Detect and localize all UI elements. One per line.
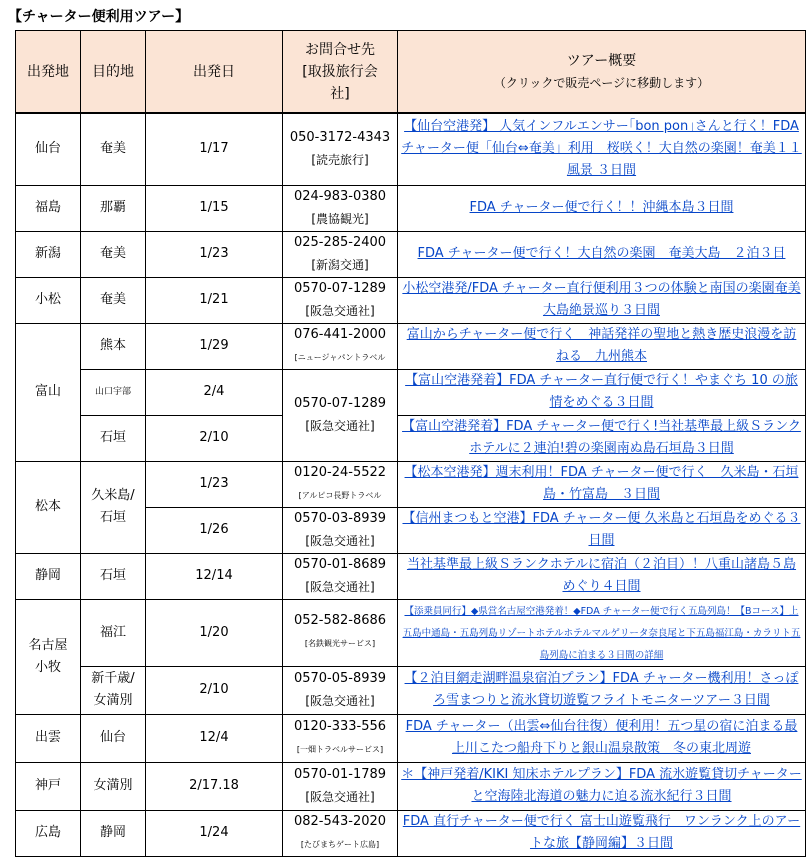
destination-cell: 石垣 [81,553,146,599]
tour-summary-cell [398,599,806,666]
tour-link[interactable]: FDA チャーター便で行く！大自然の楽園 奄美大島 ２泊３日 [417,246,786,261]
date-cell: 1/23 [146,231,283,277]
table-row [16,277,806,323]
tour-summary-cell [398,231,806,277]
contact-cell [283,762,398,810]
origin-cell: 広島 [16,810,81,856]
header-contact-line1: お問合せ先 [305,41,375,58]
origin-cell: 仙台 [16,113,81,185]
agency-name: [新潟交通] [311,257,369,272]
header-summary [398,31,806,114]
date-cell: 1/20 [146,599,283,666]
date-cell: 1/29 [146,323,283,369]
destination-line1: 新千歳/ [91,671,135,686]
origin-cell: 小松 [16,277,81,323]
phone-number: 0570-01-1789 [293,766,387,782]
table-row [16,113,806,185]
origin-cell [16,599,81,714]
date-cell: 2/17.18 [146,762,283,810]
tour-summary-cell [398,762,806,810]
destination-line2: 石垣 [99,510,126,525]
contact-cell [283,185,398,231]
contact-cell [283,507,398,553]
table-row [16,185,806,231]
destination-cell: 静岡 [81,810,146,856]
contact-cell [283,810,398,856]
destination-line2: 女満別 [93,693,133,708]
destination-cell: 熊本 [81,323,146,369]
table-row [16,323,806,369]
date-cell: 12/14 [146,553,283,599]
table-row [16,599,806,666]
phone-number: 0570-05-8939 [293,670,387,686]
header-origin: 出発地 [16,31,81,114]
date-cell: 12/4 [146,714,283,762]
destination-cell: 奄美 [81,277,146,323]
tour-link[interactable]: FDA チャーター（出雲⇔仙台往復）便利用！五つ星の宿に泊まる最上川こたつ船舟下りと銀山温泉散策 冬の東北周遊 [405,719,798,756]
contact-cell [283,599,398,666]
agency-name: [ニュージャパントラベル [294,352,386,362]
charter-tour-table [15,30,806,857]
agency-name: [一畑トラベルサービス] [296,744,384,754]
phone-number: 0120-333-556 [293,718,387,734]
tour-link[interactable]: 【富山空港発着】FDA チャーター直行便で行く！やまぐち 10 の旅情をめぐる３日間 [405,373,798,410]
tour-link[interactable]: FDA チャーター便で行く！！沖縄本島３日間 [469,200,734,215]
tour-summary-cell [398,369,806,415]
phone-number: 076-441-2000 [293,326,387,342]
contact-cell [283,461,398,507]
destination-line1: 久米島/ [91,488,135,503]
tour-summary-cell [398,277,806,323]
contact-cell [283,323,398,369]
destination-cell: 女満別 [81,762,146,810]
phone-number: 025-285-2400 [293,234,387,250]
date-cell: 1/15 [146,185,283,231]
phone-number: 052-582-8686 [293,613,387,628]
contact-cell [283,113,398,185]
tour-summary-cell [398,714,806,762]
destination-cell: 仙台 [81,714,146,762]
phone-number: 0570-07-1289 [293,280,387,296]
origin-line2: 小牧 [34,659,61,675]
tour-summary-cell [398,553,806,599]
agency-name: [アルピコ長野トラベル [298,490,382,500]
destination-cell [81,461,146,553]
agency-name: [阪急交通社] [305,418,375,433]
contact-cell [283,714,398,762]
phone-number: 050-3172-4343 [289,129,391,145]
tour-summary-cell [398,666,806,714]
destination-cell: 奄美 [81,231,146,277]
table-row [16,666,806,714]
tour-summary-cell [398,810,806,856]
agency-name: [阪急交通社] [305,789,375,804]
tour-summary-cell [398,415,806,461]
destination-cell: 福江 [81,599,146,666]
header-contact-line3: 社] [330,85,350,102]
tour-link[interactable]: 【２泊目網走湖畔温泉宿泊プラン】FDA チャーター機利用！さっぽろ雪まつりと流氷貸切遊覧フライトモニターツアー３日間 [404,671,799,708]
origin-cell: 出雲 [16,714,81,762]
table-row [16,553,806,599]
table-row [16,714,806,762]
destination-cell: 石垣 [81,415,146,461]
table-row [16,461,806,507]
contact-cell [283,369,398,461]
tour-summary-cell [398,323,806,369]
tour-link[interactable]: FDA 直行チャーター便で行く 富士山遊覧飛行 ワンランク上のアートな旅【静岡編】３日間 [402,814,801,851]
date-cell: 2/10 [146,666,283,714]
header-contact-line2: [取扱旅行会 [302,63,378,80]
phone-number: 0570-03-8939 [293,510,387,526]
date-cell: 2/10 [146,415,283,461]
table-row [16,369,806,415]
contact-cell [283,277,398,323]
date-cell: 2/4 [146,369,283,415]
date-cell: 1/23 [146,461,283,507]
contact-cell [283,553,398,599]
origin-cell: 新潟 [16,231,81,277]
phone-number: 082-543-2020 [293,813,387,829]
origin-cell: 神戸 [16,762,81,810]
table-row [16,231,806,277]
destination-cell: 那覇 [81,185,146,231]
tour-link[interactable]: 【富山空港発着】FDA チャーター便で行く!当社基準最上級Ｓランクホテルに２連泊!碧の楽園南ぬ島石垣島３日間 [402,419,801,456]
tour-link[interactable]: 当社基準最上級Ｓランクホテルに宿泊（２泊目）！八重山諸島５島めぐり４日間 [406,557,797,594]
tour-summary-cell [398,113,806,185]
tour-link[interactable]: 小松空港発/FDA チャーター直行便利用３つの体験と南国の楽園奄美大島絶景巡り３日間 [402,281,801,318]
origin-cell: 松本 [16,461,81,553]
header-date: 出発日 [146,31,283,114]
tour-summary-cell [398,461,806,507]
table-row [16,415,806,461]
tour-link[interactable]: 【添乗員同行】◆県営名古屋空港発着！◆FDA チャーター便で行く五島列島！【Bコース】上五島中通島・五島列島リゾートホテルホテルマルゲリータ奈良尾と下五島福江島・カラリト五島列島に泊まる３日間の詳細 [402,605,801,661]
agency-name: [阪急交通社] [305,579,375,594]
page-title: 【チャーター便利用ツアー】 [8,9,190,25]
header-contact [283,31,398,114]
tour-link[interactable]: ＊【神戸発着/KIKI 知床ホテルプラン】FDA 流氷遊覧貸切チャーターと空海陸北海道の魅力に迫る流氷紀行３日間 [401,767,802,804]
tour-link[interactable]: 【仙台空港発】 人気インフルエンサー｢bon pon｣さんと行く！FDA チャーター便「仙台⇔奄美」利用 桜咲く！大自然の楽園！奄美１１風景 ３日間 [401,119,802,179]
destination-cell: 奄美 [81,113,146,185]
tour-link[interactable]: 富山からチャーター便で行く 神話発祥の聖地と熱き歴史浪漫を訪ねる 九州熊本 [406,327,797,364]
tour-link[interactable]: 【信州まつもと空港】FDA チャーター便 久米島と石垣島をめぐる３日間 [402,511,801,548]
origin-line1: 名古屋 [28,637,68,653]
header-summary-note: （クリックで販売ページに移動します） [493,75,710,90]
header-destination: 目的地 [81,31,146,114]
agency-name: [農協観光] [311,211,369,226]
destination-cell [81,666,146,714]
tour-summary-cell [398,507,806,553]
table-row [16,762,806,810]
agency-name: [名鉄観光サービス] [304,639,376,648]
agency-name: [阪急交通社] [305,693,375,708]
phone-number: 0120-24-5522 [293,464,387,480]
tour-summary-cell [398,185,806,231]
phone-number: 0570-01-8689 [293,556,387,572]
tour-link[interactable]: 【松本空港発】週末利用！FDA チャーター便で行く 久米島・石垣島・竹富島 ３日間 [404,465,799,502]
date-cell: 1/17 [146,113,283,185]
agency-name: [読売旅行] [311,152,369,167]
agency-name: [阪急交通社] [305,533,375,548]
phone-number: 0570-07-1289 [293,395,387,411]
phone-number: 024-983-0380 [293,188,387,204]
date-cell: 1/21 [146,277,283,323]
date-cell: 1/26 [146,507,283,553]
agency-name: [たびまちゲート広島] [300,839,380,849]
table-row [16,810,806,856]
contact-cell [283,231,398,277]
header-summary-title: ツアー概要 [566,52,637,69]
contact-cell [283,666,398,714]
agency-name: [阪急交通社] [305,303,375,318]
origin-cell: 富山 [16,323,81,461]
date-cell: 1/24 [146,810,283,856]
origin-cell: 静岡 [16,553,81,599]
destination-cell: 山口宇部 [81,369,146,415]
origin-cell: 福島 [16,185,81,231]
